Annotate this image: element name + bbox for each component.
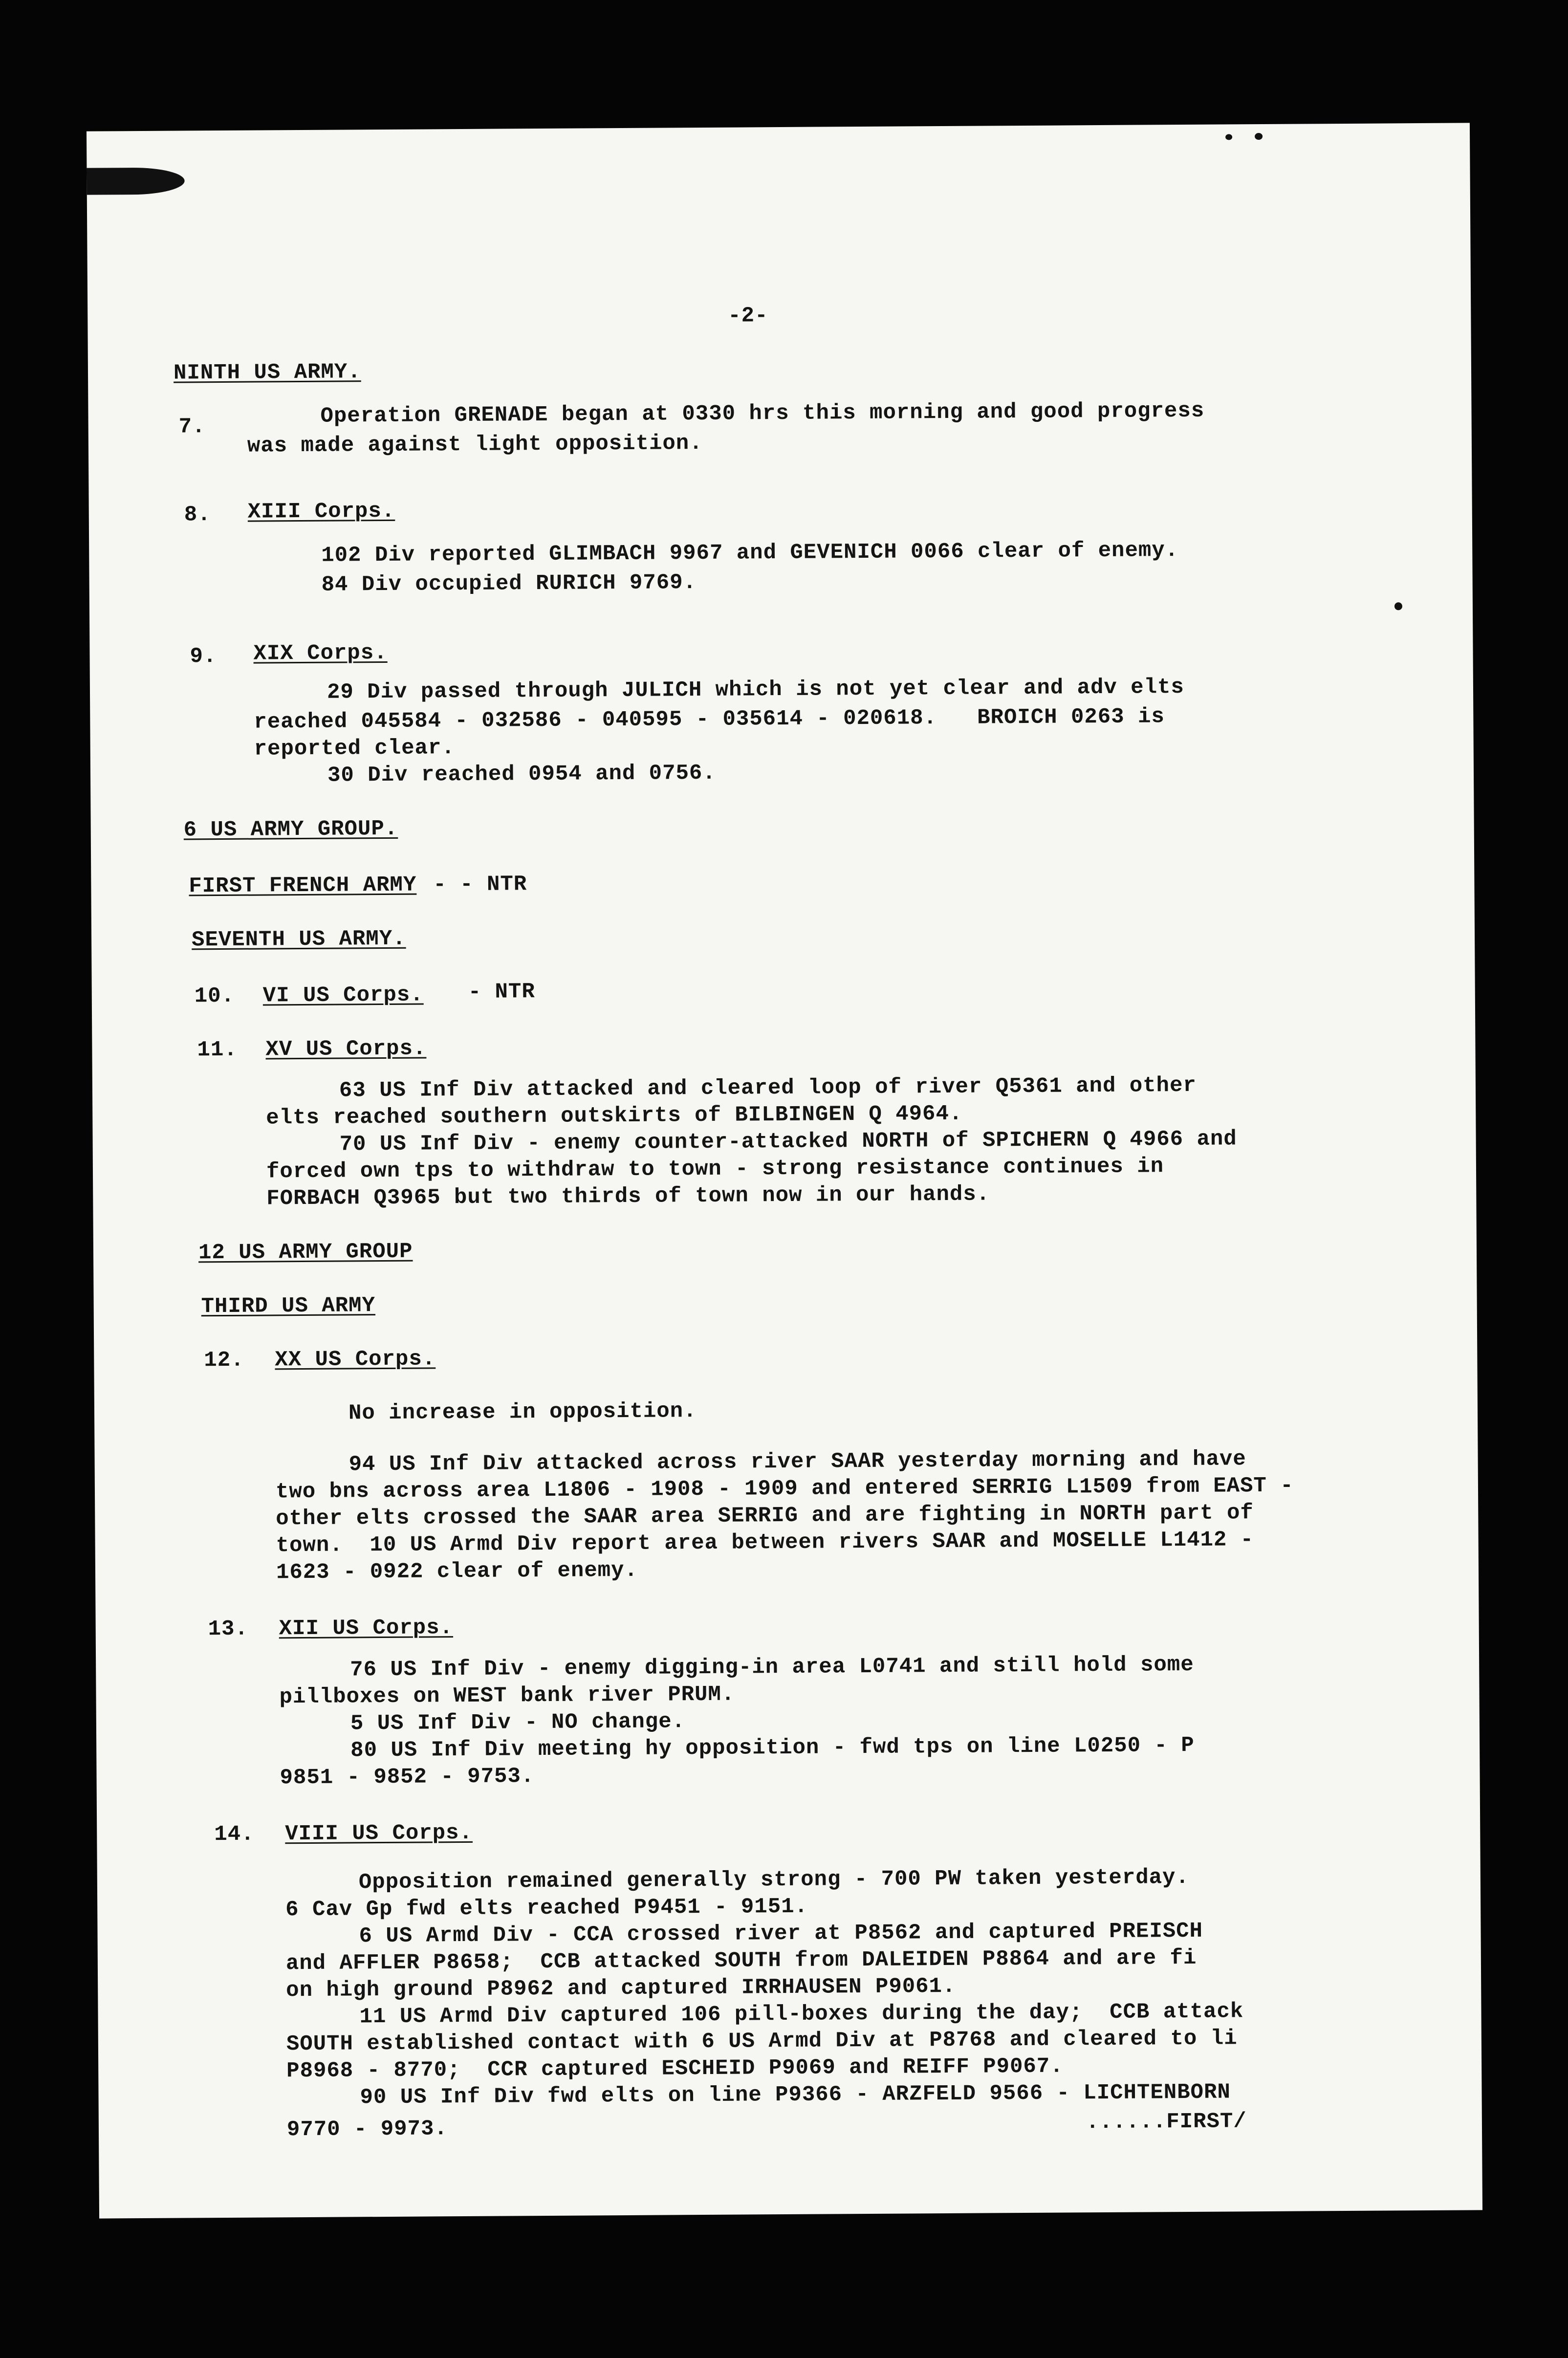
ink-smudge [1255,133,1263,140]
paragraph-text: 90 US Inf Div fwd elts on line P9366 - ARZFELD 9566 - LICHTENBORN [360,2080,1231,2110]
paragraph-text: 94 US Inf Div attacked across river SAAR yesterday morning and have [348,1447,1246,1477]
paragraph-number: 12. [204,1348,244,1373]
paragraph-text: 11 US Armd Div captured 106 pill-boxes during the day; CCB attack [359,1999,1244,2030]
status-text: - NTR [468,980,535,1004]
paragraph-text: on high ground P8962 and captured IRRHAUSEN P9061. [286,1974,956,2003]
paragraph-text: 29 Div passed through JULICH which is not yet clear and adv elts [327,675,1185,705]
paragraph-text: and AFFLER P8658; CCB attacked SOUTH from DALEIDEN P8864 and are fi [285,1945,1197,1976]
ink-smudge [87,167,185,195]
corps-heading: XII US Corps. [279,1616,454,1641]
paragraph-number: 13. [208,1616,249,1642]
paragraph-text: pillboxes on WEST bank river PRUM. [279,1682,735,1710]
paragraph-text: 30 Div reached 0954 and 0756. [327,761,716,788]
paragraph-number: 11. [197,1037,238,1063]
paragraph-text: 63 US Inf Div attacked and cleared loop of river Q5361 and other [339,1073,1197,1103]
section-heading: NINTH US ARMY. [173,360,361,386]
paragraph-text: Operation GRENADE began at 0330 hrs this morning and good progress [320,398,1205,429]
paragraph-number: 14. [214,1822,255,1847]
paragraph-number: 9. [190,644,217,669]
paragraph-number: 7. [178,415,206,439]
page-number: -2- [728,304,768,328]
section-heading: 12 US ARMY GROUP [198,1239,413,1266]
section-heading: THIRD US ARMY [201,1293,376,1319]
paragraph-text: 70 US Inf Div - enemy counter-attacked NORTH of SPICHERN Q 4966 and [339,1127,1237,1157]
paragraph-text: Opposition remained generally strong - 700 PW taken yesterday. [358,1865,1190,1895]
corps-heading: VI US Corps. [262,982,424,1008]
corps-heading: XX US Corps. [275,1347,436,1373]
paragraph-text: P8968 - 8770; CCR captured ESCHEID P9069 and REIFF P9067. [286,2054,1064,2084]
paragraph-text: 9770 - 9973. [286,2117,448,2142]
corps-heading: XIX Corps. [253,640,388,666]
paragraph-text: 76 US Inf Div - enemy digging-in area L0741 and still hold some [350,1652,1194,1682]
paragraph-text: 80 US Inf Div meeting hy opposition - fwd tps on line L0250 - P [350,1733,1195,1763]
paragraph-text: forced own tps to withdraw to town - strong resistance continues in [266,1154,1164,1184]
corps-heading: XV US Corps. [265,1036,427,1062]
status-text: - - NTR [433,872,527,897]
ink-smudge [1225,134,1232,140]
continuation-marker: ......FIRST/ [1086,2109,1247,2135]
paragraph-text: other elts crossed the SAAR area SERRIG and are fighting in NORTH part of [276,1501,1254,1531]
section-heading: 6 US ARMY GROUP. [183,816,398,843]
paragraph-text: 6 Cav Gp fwd elts reached P9451 - 9151. [285,1894,808,1922]
paragraph-text: SOUTH established contact with 6 US Armd Div at P8768 and cleared to li [286,2026,1238,2057]
section-heading: FIRST FRENCH ARMY [189,873,417,899]
paragraph-text: 84 Div occupied RURICH 9769. [321,570,697,597]
corps-heading: VIII US Corps. [285,1820,473,1847]
paragraph-text: 6 US Armd Div - CCA crossed river at P8562 and captured PREISCH [359,1919,1203,1949]
paragraph-text: FORBACH Q3965 but two thirds of town now in our hands. [266,1182,990,1211]
corps-heading: XIII Corps. [247,499,395,524]
section-heading: SEVENTH US ARMY. [191,926,406,953]
paragraph-text: 1623 - 0922 clear of enemy. [276,1558,638,1585]
paragraph-text: was made against light opposition. [247,431,703,458]
ink-smudge [1394,602,1402,610]
paragraph-number: 8. [184,502,211,527]
paragraph-text: town. 10 US Armd Div report area between rivers SAAR and MOSELLE L1412 - [276,1528,1254,1558]
paragraph-text: 9851 - 9852 - 9753. [280,1764,535,1790]
document-page [87,123,1482,2218]
paragraph-text: elts reached southern outskirts of BILBINGEN Q 4964. [266,1101,963,1131]
paragraph-text: reached 045584 - 032586 - 040595 - 035614 - 020618. BROICH 0263 is [254,704,1165,735]
paragraph-text: reported clear. [254,736,455,762]
paragraph-number: 10. [194,983,235,1009]
paragraph-text: two bns across area L1806 - 1908 - 1909 and entered SERRIG L1509 from EAST - [275,1473,1294,1505]
paragraph-text: 5 US Inf Div - NO change. [350,1709,686,1736]
paragraph-text: No increase in opposition. [348,1399,697,1426]
paragraph-text: 102 Div reported GLIMBACH 9967 and GEVENICH 0066 clear of enemy. [321,538,1179,568]
